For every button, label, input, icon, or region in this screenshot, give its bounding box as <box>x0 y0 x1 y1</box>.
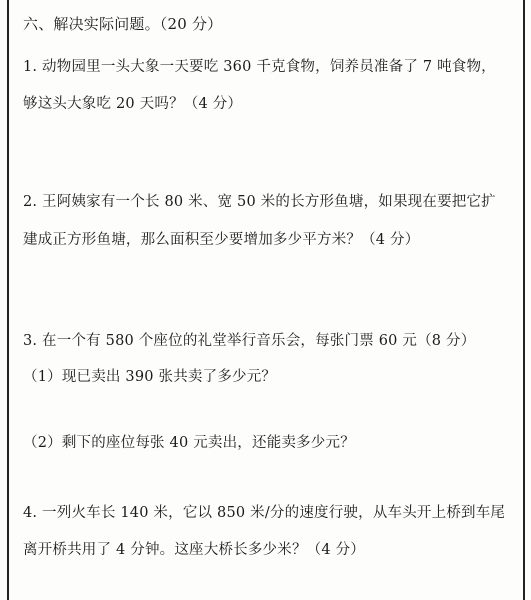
question-2-line-1: 2. 王阿姨家有一个长 80 米、宽 50 米的长方形鱼塘，如果现在要把它扩 <box>23 194 496 210</box>
question-1-line-1: 1. 动物园里一头大象一天要吃 360 千克食物，饲养员准备了 7 吨食物， <box>23 59 496 75</box>
question-4-line-2: 离开桥共用了 4 分钟。这座大桥长多少米？（4 分） <box>23 542 365 558</box>
question-3-line-1: 3. 在一个有 580 个座位的礼堂举行音乐会，每张门票 60 元（8 分） <box>23 333 476 349</box>
right-border <box>523 0 525 600</box>
question-4-line-1: 4. 一列火车长 140 米，它以 850 米/分的速度行驶，从车头开上桥到车尾 <box>23 505 506 521</box>
left-border <box>7 0 9 600</box>
question-3-sub-1: （1）现已卖出 390 张共卖了多少元？ <box>23 369 277 385</box>
section-title: 六、解决实际问题。（20 分） <box>23 15 223 33</box>
question-3-sub-2: （2）剩下的座位每张 40 元卖出，还能卖多少元？ <box>23 435 355 451</box>
question-2-line-2: 建成正方形鱼塘，那么面积至少要增加多少平方米？（4 分） <box>23 232 420 248</box>
question-1-line-2: 够这头大象吃 20 天吗？（4 分） <box>23 96 243 112</box>
